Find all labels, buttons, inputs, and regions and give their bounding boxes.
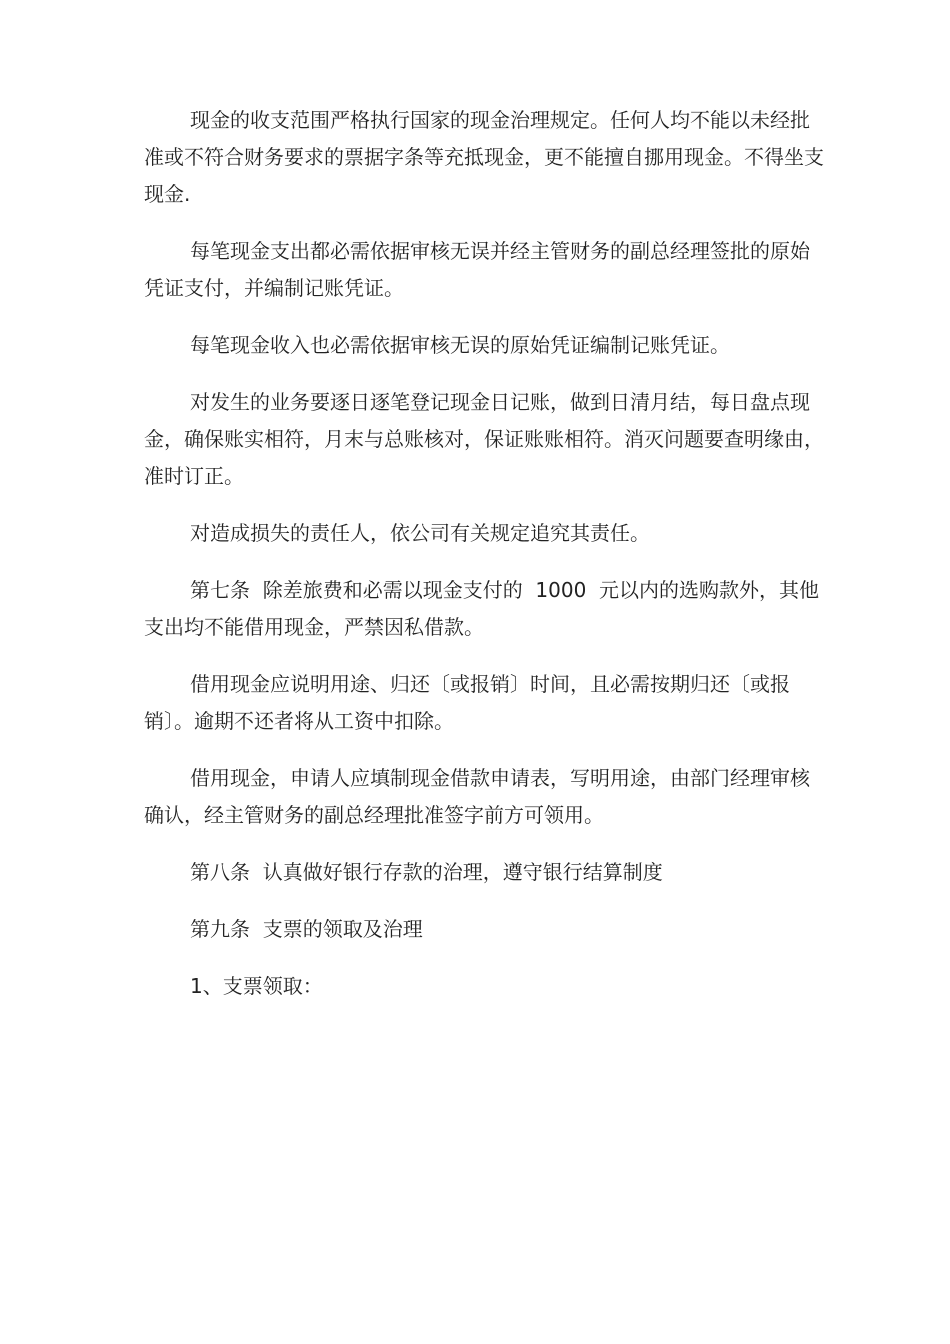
paragraph-borrowing-application: 借用现金，申请人应填制现金借款申请表，写明用途，由部门经理审核确认，经主管财务的副总经理批准签字前方可领用。 [144, 766, 810, 827]
paragraph-borrowing-repayment: 借用现金应说明用途、归还〔或报销〕时间，且必需按期归还〔或报销〕。逾期不还者将从工资中扣除。 [144, 672, 790, 733]
paragraph-cash-expenditure: 每笔现金支出都必需依据审核无误并经主管财务的副总经理签批的原始凭证支付，并编制记账凭证。 [144, 239, 810, 300]
paragraph-article-nine: 第九条 支票的领取及治理 [190, 917, 423, 941]
paragraph-cash-income: 每笔现金收入也必需依据审核无误的原始凭证编制记账凭证。 [190, 333, 730, 357]
paragraph-cash-scope: 现金的收支范围严格执行国家的现金治理规定。任何人均不能以未经批准或不符合财务要求的票据字条等充抵现金，更不能擅自挪用现金。不得坐支现金. [144, 108, 824, 206]
paragraph-article-seven: 第七条 除差旅费和必需以现金支付的 1000 元以内的选购款外，其他支出均不能借用现金，严禁因私借款。 [144, 578, 820, 639]
document-body [144, 102, 824, 1025]
paragraph-responsibility: 对造成损失的责任人，依公司有关规定追究其责任。 [190, 521, 650, 545]
paragraph-article-eight: 第八条 认真做好银行存款的治理，遵守银行结算制度 [190, 860, 663, 884]
paragraph-daily-ledger: 对发生的业务要逐日逐笔登记现金日记账，做到日清月结，每日盘点现金，确保账实相符，月末与总账核对，保证账账相符。消灭问题要查明缘由，准时订正。 [144, 390, 824, 488]
paragraph-check-collection: 1、支票领取： [190, 974, 323, 998]
